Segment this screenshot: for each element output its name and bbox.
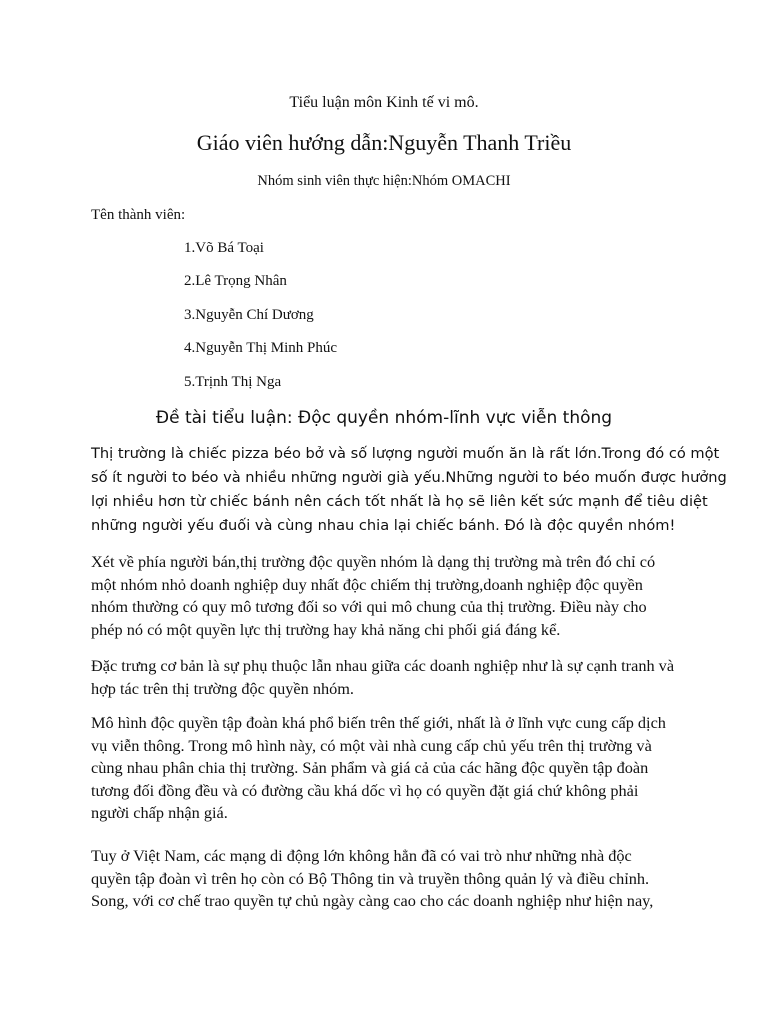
paragraph-seller-view [91,551,691,641]
paragraph-line: Mô hình độc quyền tập đoàn khá phổ biến trên thế giới, nhất là ở lĩnh vực cung cấp dịch [91,713,666,732]
paragraph-vietnam [91,845,691,913]
paragraph-line: vụ viễn thông. Trong mô hình này, có một vài nhà cung cấp chủ yếu trên thị trường và [91,735,652,755]
member-item: 4.Nguyễn Thị Minh Phúc [184,340,338,356]
instructor-line: Giáo viên hướng dẫn:Nguyễn Thanh Triều [196,130,572,155]
member-item: 5.Trịnh Thị Nga [184,374,282,390]
paragraph-line: nhóm thường có quy mô tương đối so với qui mô chung của thị trường. Điều này cho [91,597,647,617]
paragraph-line: những người yếu đuối và cùng nhau chia lại chiếc bánh. Đó là độc quyền nhóm! [91,517,676,534]
group-line: Nhóm sinh viên thực hiện:Nhóm OMACHI [257,173,511,189]
paragraph-line: cùng nhau phân chia thị trường. Sản phẩm và giá cả của các hãng độc quyền tập đoàn [91,758,649,778]
paragraph-line: lợi nhiều hơn từ chiếc bánh nên cách tốt nhất là họ sẽ liên kết sức mạnh để tiêu diệt [91,493,708,510]
paragraph-line: Xét về phía người bán,thị trường độc quyền nhóm là dạng thị trường mà trên đó chỉ có [91,552,656,571]
paragraph-line: phép nó có một quyền lực thị trường hay khả năng chi phối giá đáng kể. [91,619,561,639]
paragraph-characteristics [91,655,691,700]
paragraph-line: Đặc trưng cơ bản là sự phụ thuộc lẫn nhau giữa các doanh nghiệp như là sự cạnh tranh và [91,656,675,675]
members-label: Tên thành viên: [91,207,186,223]
member-item: 2.Lê Trọng Nhân [184,273,287,289]
member-item: 1.Võ Bá Toại [184,240,264,256]
paragraph-cartel-model [91,712,691,825]
paragraph-line: một nhóm nhỏ doanh nghiệp duy nhất độc chiếm thị trường,doanh nghiệp độc quyền [91,574,643,594]
paragraph-line: Tuy ở Việt Nam, các mạng di động lớn không hẳn đã có vai trò như những nhà độc [91,846,632,865]
paragraph-line: Song, với cơ chế trao quyền tự chủ ngày càng cao cho các doanh nghiệp như hiện nay, [91,891,654,911]
paragraph-line: tương đối đồng đều và có đường cầu khá dốc vì họ có quyền đặt giá chứ không phải [91,780,639,800]
paragraph-line: Thị trường là chiếc pizza béo bở và số lượng người muốn ăn là rất lớn.Trong đó có một [91,445,720,462]
paragraph-line: quyền tập đoàn vì trên họ còn có Bộ Thông tin và truyền thông quản lý và điều chỉnh. [91,868,650,888]
paragraph-line: số ít người to béo và nhiều những người già yếu.Những người to béo muốn được hưởng [91,469,727,486]
paragraph-line: người chấp nhận giá. [91,803,228,823]
paragraph-intro [91,442,727,538]
paragraph-line: hợp tác trên thị trường độc quyền nhóm. [91,678,354,698]
topic-heading: Đề tài tiểu luận: Độc quyền nhóm-lĩnh vực viễn thông [155,408,613,428]
member-item: 3.Nguyễn Chí Dương [184,307,314,323]
document-title: Tiểu luận môn Kinh tế vi mô. [289,94,479,111]
